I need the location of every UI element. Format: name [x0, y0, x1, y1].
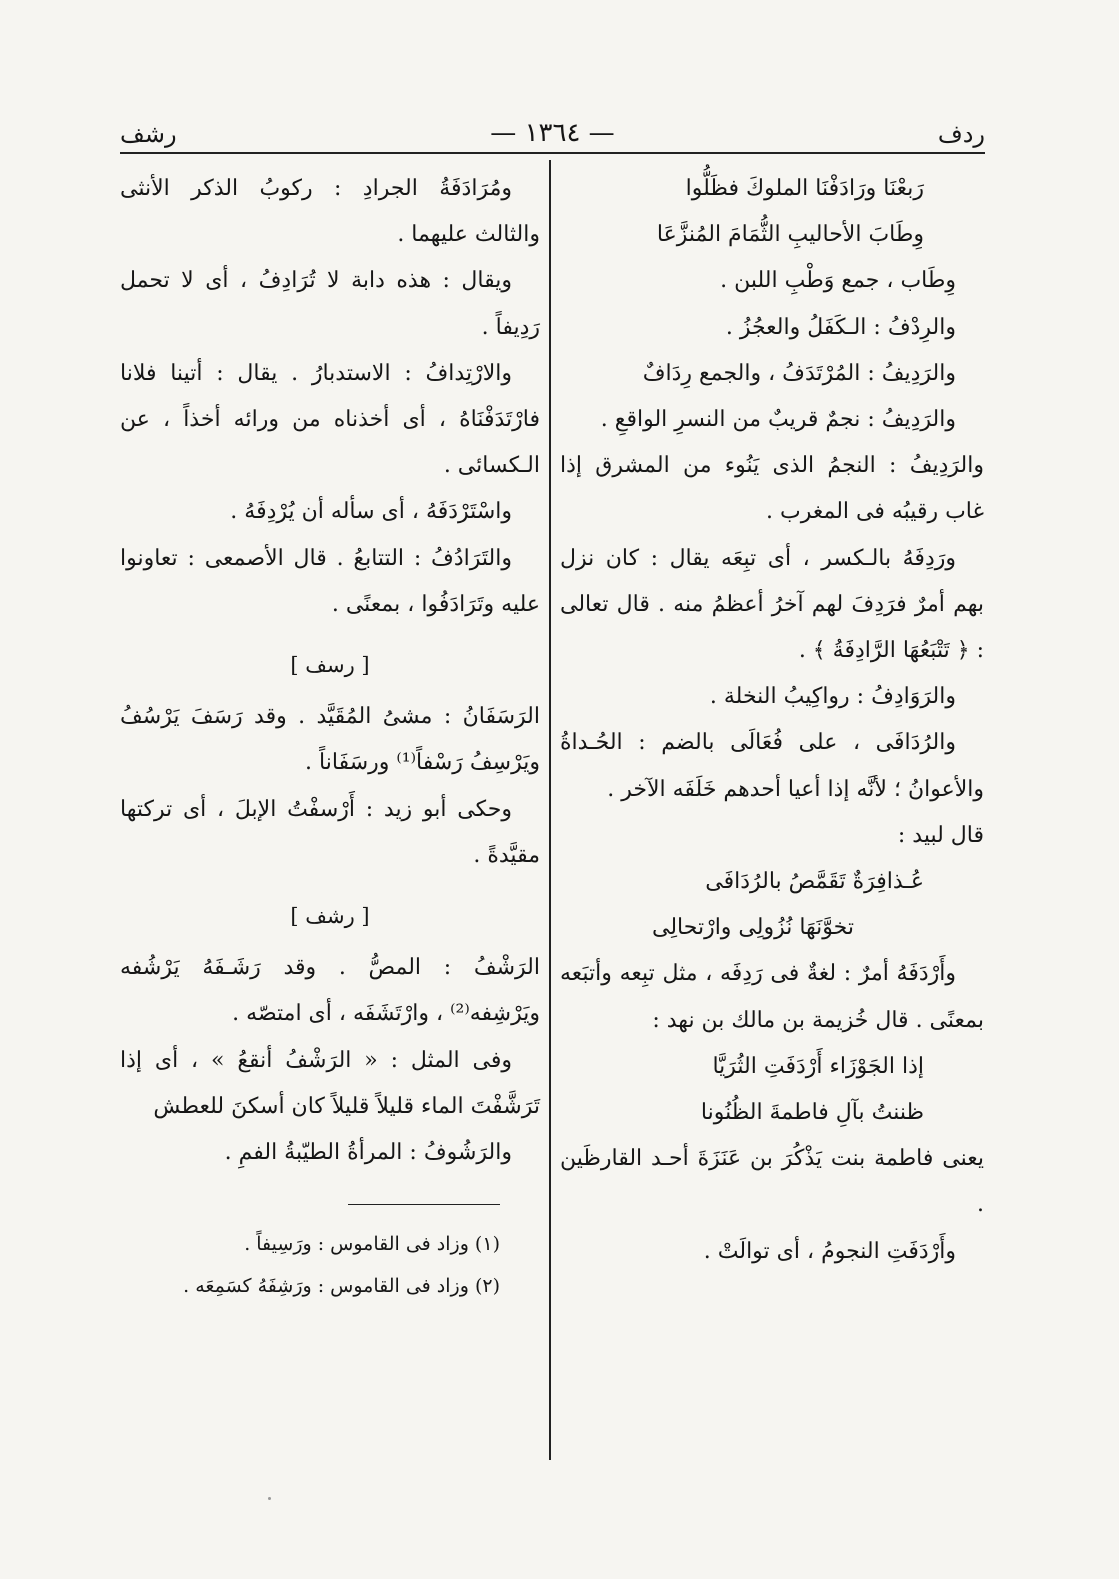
page-header [120, 118, 985, 154]
footnote-rule [348, 1204, 500, 1205]
entry-paragraph: وحكى أبو زيد : أَرْسفْتُ الإبلَ ، أى تركتها مقيَّدةً . [120, 796, 540, 868]
entry-paragraph: وأَرْدَفَتِ النجومُ ، أى توالَتْ . [703, 1238, 956, 1264]
verse-line: عُـذافِرَةٌ تَقَمَّصُ بالرُدَافَى [705, 869, 924, 895]
entry-paragraph: والرَدِيفُ : النجمُ الذى يَنُوء من المشرق إذا غاب رقيبُه فى المغرب . [560, 453, 984, 525]
page-number: — ١٣٦٤ — [490, 118, 615, 148]
entry-paragraph: والرَدِيفُ : المُرْتَدَفُ ، والجمع رِدَافٌ [642, 360, 956, 386]
entry-paragraph: الرَسَفَانُ : مشىُ المُقَيَّد . وقد رَسَفَ يَرْسُفُ ويَرْسِفُ رَسْفاً⁽¹⁾ ورسَفَاناً . [120, 704, 540, 776]
entry-paragraph: والرَدِيفُ : نجمٌ قريبٌ من النسرِ الواقعِ . [600, 407, 956, 433]
entry-paragraph: قال لبيد : [897, 822, 984, 848]
verse-line: رَبعْنَا ورَادَفْنَا الملوكَ فظَلُّوا [685, 176, 924, 201]
entry-paragraph: والارْتِدافُ : الاستدبارُ . يقال : أتينا فلانا فارْتَدَفْنَاهُ ، أى أخذناه من ورائه أخذاً ، عن الـكسائى . [120, 360, 540, 479]
header-root-left: رشف [120, 120, 177, 148]
column-divider [549, 160, 551, 1460]
entry-paragraph: والرَشُوفُ : المرأةُ الطيّبةُ الفمِ . [224, 1140, 512, 1166]
entry-paragraph: وفى المثل : « الرَشْفُ أنقعُ » ، أى إذا تَرَشَّفْتَ الماء قليلاً قليلاً كان أسكنَ للعطش [120, 1047, 540, 1119]
footnote: (١) وزاد فى القاموس : ورَسِيفاً . [244, 1233, 500, 1256]
header-root-right: ردف [937, 120, 985, 148]
header-rule [120, 152, 985, 154]
entry-paragraph: وأَرْدَفَهُ أمرٌ : لغةٌ فى رَدِفَه ، مثل تبِعه وأتبَعه بمعنًى . قال خُزيمة بن مالك بن نهد : [560, 961, 984, 1033]
entry-paragraph: والرَوَادِفُ : رواكِيبُ النخلة . [709, 684, 956, 710]
verse-line: تخوَّنَهَا نُزُولِى وارْتحالِى [652, 915, 854, 941]
section-heading-rasf: [ رسف ] [290, 653, 370, 678]
section-heading-rashf: [ رشف ] [290, 904, 370, 929]
entry-paragraph: ومُرَادَفَةُ الجرادِ : ركوبُ الذكر الأنثى والثالث عليهما . [120, 176, 540, 248]
entry-paragraph: والرِدْفُ : الـكَفَلُ والعجُزُ . [725, 314, 956, 340]
entry-paragraph: واسْتَرْدَفَهُ ، أى سأله أن يُرْدِفَهُ . [230, 499, 512, 525]
entry-paragraph: يعنى فاطمة بنت يَذْكُرَ بن عَنَزَةَ أحـد القارظَين . [560, 1146, 984, 1218]
verse-line: إذا الجَوْزَاء أَرْدَفَتِ الثُرَيَّا [712, 1053, 924, 1079]
entry-paragraph: ورَدِفَهُ بالـكسر ، أى تبِعَه يقال : كان نزل بهم أمرٌ فرَدِفَ لهم آخرُ أعظمُ منه . قال تعالى : ﴿ تَتْبَعُهَا الرَّادِفَةُ ﴾ . [560, 545, 984, 664]
right-column [560, 166, 984, 1275]
entry-paragraph: وِطَاب ، جمع وَطْبِ اللبن . [720, 268, 956, 294]
entry-paragraph: والتَرَادُفُ : التتابعُ . قال الأصمعى : تعاونوا عليه وتَرَادَفُوا ، بمعنًى . [120, 545, 540, 617]
verse-line: ظننتُ بآلِ فاطمةَ الظُنُونا [700, 1100, 924, 1126]
left-column [120, 166, 540, 1307]
entry-paragraph: ويقال : هذه دابة لا تُرَادِفُ ، أى لا تحمل رَدِيفاً . [120, 268, 540, 340]
paper-speck [268, 1497, 271, 1500]
verse-line: وِطَابَ الأحاليبِ الثُّمَامَ المُنزَّعَا [656, 222, 924, 248]
entry-paragraph: الرَشْفُ : المصُّ . وقد رَشَـفَهُ يَرْشُفه ويَرْشِفه⁽²⁾ ، وارْتَشَفَه ، أى امتصّه . [120, 955, 540, 1027]
footnote: (٢) وزاد فى القاموس : ورَشِفَهُ كسَمِعَه . [183, 1275, 500, 1298]
entry-paragraph: والرُدَافَى ، على فُعَالَى بالضم : الحُـداةُ والأعوانُ ؛ لأنَّه إذا أعيا أحدهم خَلَفَه الآخر . [560, 730, 984, 802]
